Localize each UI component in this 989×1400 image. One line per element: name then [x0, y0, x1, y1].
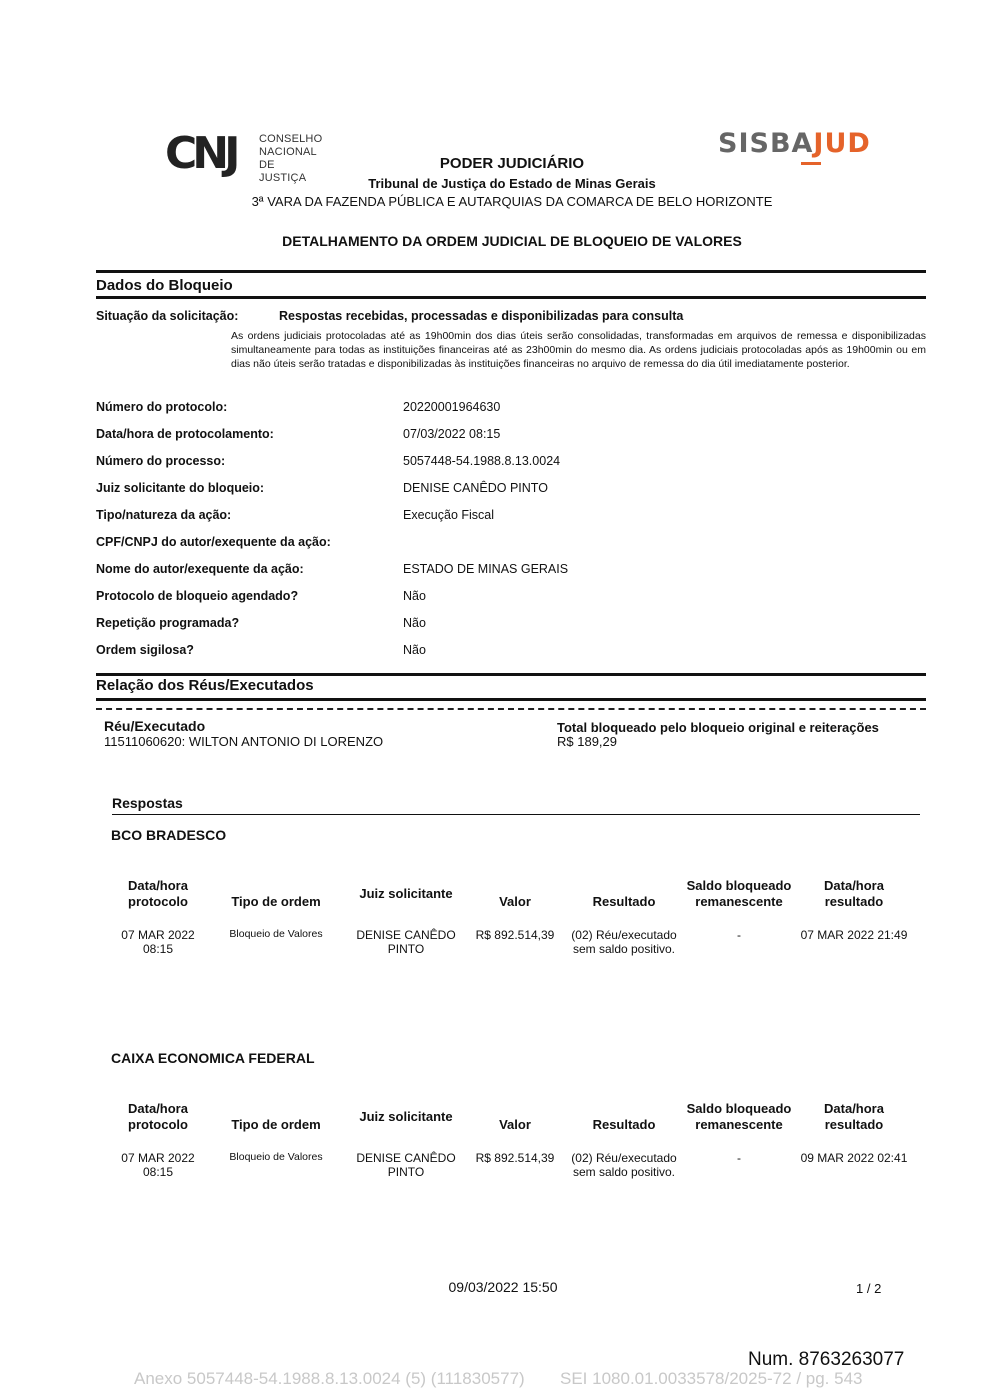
- cell-line: (02) Réu/executado: [571, 928, 677, 942]
- table-cell: [103, 928, 213, 956]
- field-value: DENISE CANÊDO PINTO: [403, 481, 548, 495]
- column-header-line: Data/hora: [824, 1101, 884, 1116]
- field-value: Não: [403, 643, 426, 657]
- field-label: Juiz solicitante do bloqueio:: [96, 481, 265, 495]
- column-header: [216, 894, 336, 910]
- cell-line: 08:15: [142, 942, 174, 956]
- column-header: [564, 894, 684, 910]
- field-value: Não: [403, 616, 426, 630]
- column-header-line: Saldo bloqueado: [686, 1101, 792, 1116]
- bank-name: BCO BRADESCO: [111, 827, 227, 843]
- document-number: Num. 8763263077: [748, 1349, 905, 1370]
- table-cell: [465, 928, 565, 942]
- respostas-rule: [112, 814, 920, 815]
- cell-line: 09 MAR 2022 02:41: [800, 1151, 908, 1165]
- total-value: R$ 189,29: [557, 734, 617, 749]
- sisbajud-logo-part2: JUD: [813, 128, 871, 159]
- column-header-line: Data/hora: [128, 1101, 188, 1116]
- sisbajud-logo-part1: SISBA: [718, 128, 814, 159]
- field-value: 20220001964630: [403, 400, 501, 414]
- situacao-note: As ordens judiciais protocoladas até as 19h00min dos dias úteis serão consolidadas, transformadas em arquivos de remessa e disponibilizadas simultaneamente para todas as instituições financeiras até as 23h00min do mesmo dia. As ordens judiciais protocoladas após as 19h00min ou em dias não úteis serão tratadas e disponibilizadas às instituições financeiras no arquivo de remessa do dia útil imediatamente posterior.: [231, 330, 926, 370]
- field-label: Data/hora de protocolamento:: [96, 427, 274, 441]
- table-cell: [674, 928, 804, 942]
- column-header-line: Tipo de ordem: [231, 1117, 321, 1132]
- section-rule-bottom: [96, 296, 926, 299]
- respostas-title: Respostas: [112, 795, 183, 811]
- field-label: Número do protocolo:: [96, 400, 228, 414]
- column-header-line: remanescente: [695, 894, 783, 909]
- field-value: 07/03/2022 08:15: [403, 427, 501, 441]
- column-header-line: protocolo: [128, 894, 188, 909]
- table-cell: [346, 928, 466, 956]
- column-header: [346, 1109, 466, 1125]
- cell-line: sem saldo positivo.: [572, 942, 676, 956]
- column-header: [346, 886, 466, 902]
- column-header-line: Juiz solicitante: [359, 886, 453, 901]
- column-header-line: resultado: [824, 1117, 884, 1132]
- table-cell: [103, 1151, 213, 1179]
- field-value: Não: [403, 589, 426, 603]
- table-cell: [794, 1151, 914, 1165]
- column-header: [674, 878, 804, 910]
- column-header-line: protocolo: [128, 1117, 188, 1132]
- footer-date: 09/03/2022 15:50: [448, 1279, 558, 1295]
- cnj-logo-mark: CNJ: [165, 128, 236, 179]
- cnj-name-line: CONSELHO: [259, 133, 323, 145]
- cell-line: DENISE CANÊDO: [356, 1151, 456, 1165]
- column-header-line: remanescente: [695, 1117, 783, 1132]
- header-title: PODER JUDICIÁRIO: [439, 155, 585, 172]
- reu-header: Réu/Executado: [104, 718, 206, 734]
- cnj-name-line: NACIONAL: [259, 146, 317, 158]
- total-header: Total bloqueado pelo bloqueio original e reiterações: [557, 720, 879, 735]
- cell-line: 07 MAR 2022: [121, 928, 195, 942]
- table-cell: [216, 928, 336, 940]
- cell-line: sem saldo positivo.: [572, 1165, 676, 1179]
- table-cell: [674, 1151, 804, 1165]
- column-header-line: Resultado: [592, 894, 656, 909]
- column-header: [465, 894, 565, 910]
- column-header-line: Resultado: [592, 1117, 656, 1132]
- page-number: 1 / 2: [856, 1281, 882, 1296]
- column-header: [794, 1101, 914, 1133]
- document-title: DETALHAMENTO DA ORDEM JUDICIAL DE BLOQUEIO DE VALORES: [282, 233, 742, 249]
- column-header: [216, 1117, 336, 1133]
- field-label: Ordem sigilosa?: [96, 643, 194, 657]
- cell-line: -: [737, 1151, 741, 1165]
- cell-line: PINTO: [387, 942, 425, 956]
- cell-line: -: [737, 928, 741, 942]
- cell-line: DENISE CANÊDO: [356, 928, 456, 942]
- column-header-line: Data/hora: [128, 878, 188, 893]
- table-cell: [794, 928, 914, 942]
- sei-watermark: SEI 1080.01.0033578/2025-72 / pg. 543: [560, 1369, 863, 1388]
- field-value: ESTADO DE MINAS GERAIS: [403, 562, 569, 576]
- column-header-line: Tipo de ordem: [231, 894, 321, 909]
- column-header: [674, 1101, 804, 1133]
- field-label: Protocolo de bloqueio agendado?: [96, 589, 299, 603]
- table-cell: [465, 1151, 565, 1165]
- cell-line: 07 MAR 2022 21:49: [800, 928, 908, 942]
- field-value: 5057448-54.1988.8.13.0024: [403, 454, 561, 468]
- reu-value: 11511060620: WILTON ANTONIO DI LORENZO: [104, 734, 384, 749]
- cell-line: Bloqueio de Valores: [229, 1151, 323, 1163]
- table-cell: [564, 928, 684, 956]
- column-header: [465, 1117, 565, 1133]
- cell-line: (02) Réu/executado: [571, 1151, 677, 1165]
- section-rule-top: [96, 673, 926, 676]
- situacao-value: Respostas recebidas, processadas e disponibilizadas para consulta: [279, 309, 684, 323]
- column-header: [103, 1101, 213, 1133]
- field-value: Execução Fiscal: [403, 508, 495, 522]
- section-title-bloqueio: Dados do Bloqueio: [96, 277, 233, 294]
- situacao-label: Situação da solicitação:: [96, 309, 239, 323]
- field-label: Número do processo:: [96, 454, 226, 468]
- header-vara: 3ª VARA DA FAZENDA PÚBLICA E AUTARQUIAS DA COMARCA DE BELO HORIZONTE: [251, 194, 773, 209]
- cell-line: 07 MAR 2022: [121, 1151, 195, 1165]
- table-cell: [216, 1151, 336, 1163]
- field-label: CPF/CNPJ do autor/exequente da ação:: [96, 535, 331, 549]
- annex-watermark: Anexo 5057448-54.1988.8.13.0024 (5) (111830577): [134, 1369, 525, 1388]
- column-header-line: Saldo bloqueado: [686, 878, 792, 893]
- cell-line: 08:15: [142, 1165, 174, 1179]
- cell-line: PINTO: [387, 1165, 425, 1179]
- dashed-divider: [96, 708, 926, 710]
- header-tribunal: Tribunal de Justiça do Estado de Minas Gerais: [368, 176, 656, 191]
- table-cell: [564, 1151, 684, 1179]
- cell-line: Bloqueio de Valores: [229, 928, 323, 940]
- section-title-reus: Relação dos Réus/Executados: [96, 677, 314, 694]
- field-label: Tipo/natureza da ação:: [96, 508, 232, 522]
- column-header: [794, 878, 914, 910]
- field-label: Repetição programada?: [96, 616, 240, 630]
- column-header: [564, 1117, 684, 1133]
- column-header-line: Data/hora: [824, 878, 884, 893]
- bank-name: CAIXA ECONOMICA FEDERAL: [111, 1050, 315, 1066]
- section-rule-top: [96, 270, 926, 273]
- column-header-line: Juiz solicitante: [359, 1109, 453, 1124]
- cell-line: R$ 892.514,39: [475, 928, 555, 942]
- column-header: [103, 878, 213, 910]
- table-cell: [346, 1151, 466, 1179]
- column-header-line: Valor: [499, 1117, 531, 1132]
- cnj-name-line: DE JUSTIÇA: [259, 159, 307, 184]
- cell-line: R$ 892.514,39: [475, 1151, 555, 1165]
- field-label: Nome do autor/exequente da ação:: [96, 562, 304, 576]
- column-header-line: resultado: [824, 894, 884, 909]
- column-header-line: Valor: [499, 894, 531, 909]
- section-rule-bottom: [96, 698, 926, 701]
